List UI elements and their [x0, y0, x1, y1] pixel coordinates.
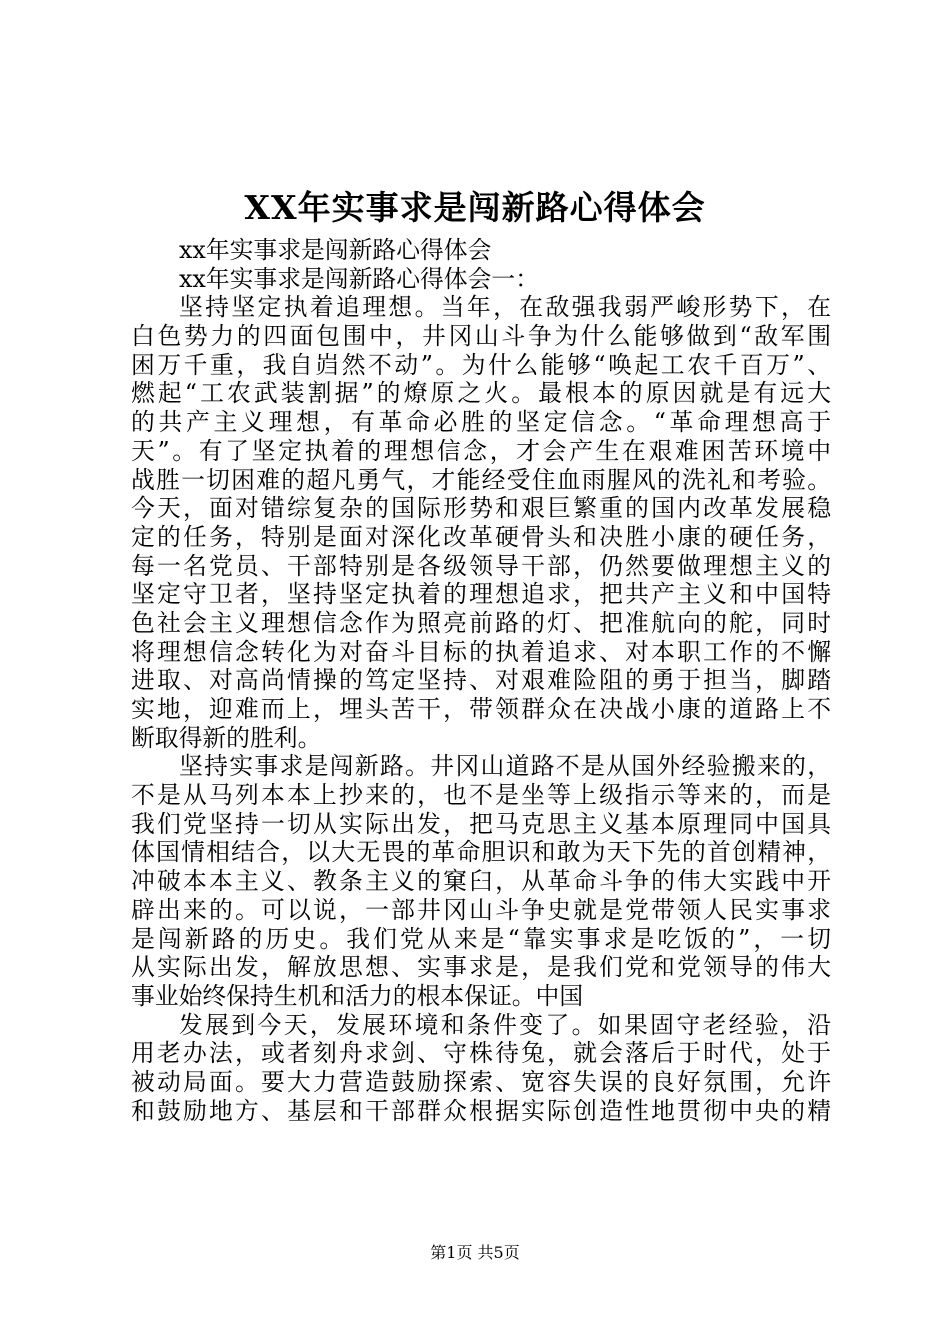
page-number-footer: 第1页 共5页	[430, 1243, 520, 1262]
text-line: 坚持实事求是闯新路。井冈山道路不是从国外经验搬来的，	[179, 752, 831, 781]
text-line: 进取、对高尚情操的笃定坚持、对艰难险阻的勇于担当，脚踏	[131, 666, 831, 695]
text-line: 定的任务，特别是面对深化改革硬骨头和决胜小康的硬任务，	[131, 522, 831, 551]
text-line: 燃起“工农武装割据”的燎原之火。最根本的原因就是有远大	[131, 379, 831, 408]
text-line: 将理想信念转化为对奋斗目标的执着追求、对本职工作的不懈	[131, 637, 831, 666]
text-line: 我们党坚持一切从实际出发，把马克思主义基本原理同中国具	[131, 809, 831, 838]
document-body	[131, 236, 831, 1125]
text-line: 发展到今天，发展环境和条件变了。如果固守老经验，沿	[179, 1010, 831, 1039]
text-line: 辟出来的。可以说，一部井冈山斗争史就是党带领人民实事求	[131, 895, 831, 924]
text-line: 被动局面。要大力营造鼓励探索、宽容失误的良好氛围，允许	[131, 1067, 831, 1096]
text-line: 从实际出发，解放思想、实事求是，是我们党和党领导的伟大	[131, 953, 831, 982]
text-line: 天”。有了坚定执着的理想信念，才会产生在艰难困苦环境中	[131, 436, 831, 465]
text-line: 是闯新路的历史。我们党从来是“靠实事求是吃饭的”，一切	[131, 924, 831, 953]
text-line: xx年实事求是闯新路心得体会	[179, 236, 492, 264]
text-line: 色社会主义理想信念作为照亮前路的灯、把准航向的舵，同时	[131, 608, 831, 637]
text-line: 战胜一切困难的超凡勇气，才能经受住血雨腥风的洗礼和考验。	[131, 465, 831, 494]
text-line: 每一名党员、干部特别是各级领导干部，仍然要做理想主义的	[131, 551, 831, 580]
text-line: 体国情相结合，以大无畏的革命胆识和敢为天下先的首创精神，	[131, 838, 831, 867]
text-line: 和鼓励地方、基层和干部群众根据实际创造性地贯彻中央的精	[131, 1096, 831, 1125]
text-line: 事业始终保持生机和活力的根本保证。中国	[131, 981, 584, 1010]
text-line: 困万千重，我自岿然不动”。为什么能够“唤起工农千百万”、	[131, 350, 831, 379]
text-line: 白色势力的四面包围中，井冈山斗争为什么能够做到“敌军围	[131, 322, 831, 351]
text-line: 用老办法，或者刻舟求剑、守株待兔，就会落后于时代，处于	[131, 1039, 831, 1068]
text-line: 的共产主义理想，有革命必胜的坚定信念。“革命理想高于	[131, 408, 831, 437]
text-line: 今天，面对错综复杂的国际形势和艰巨繁重的国内改革发展稳	[131, 494, 831, 523]
text-line: 断取得新的胜利。	[131, 723, 322, 752]
text-line: 不是从马列本本上抄来的，也不是坐等上级指示等来的，而是	[131, 781, 831, 810]
text-line: 坚持坚定执着追理想。当年，在敌强我弱严峻形势下，在	[179, 293, 831, 322]
document-title: XX年实事求是闯新路心得体会	[244, 188, 706, 227]
text-line: 冲破本本主义、教条主义的窠臼，从革命斗争的伟大实践中开	[131, 867, 831, 896]
text-line: 坚定守卫者，坚持坚定执着的理想追求，把共产主义和中国特	[131, 580, 831, 609]
text-line: 实地，迎难而上，埋头苦干，带领群众在决战小康的道路上不	[131, 695, 831, 723]
text-line: xx年实事求是闯新路心得体会一：	[179, 264, 539, 293]
